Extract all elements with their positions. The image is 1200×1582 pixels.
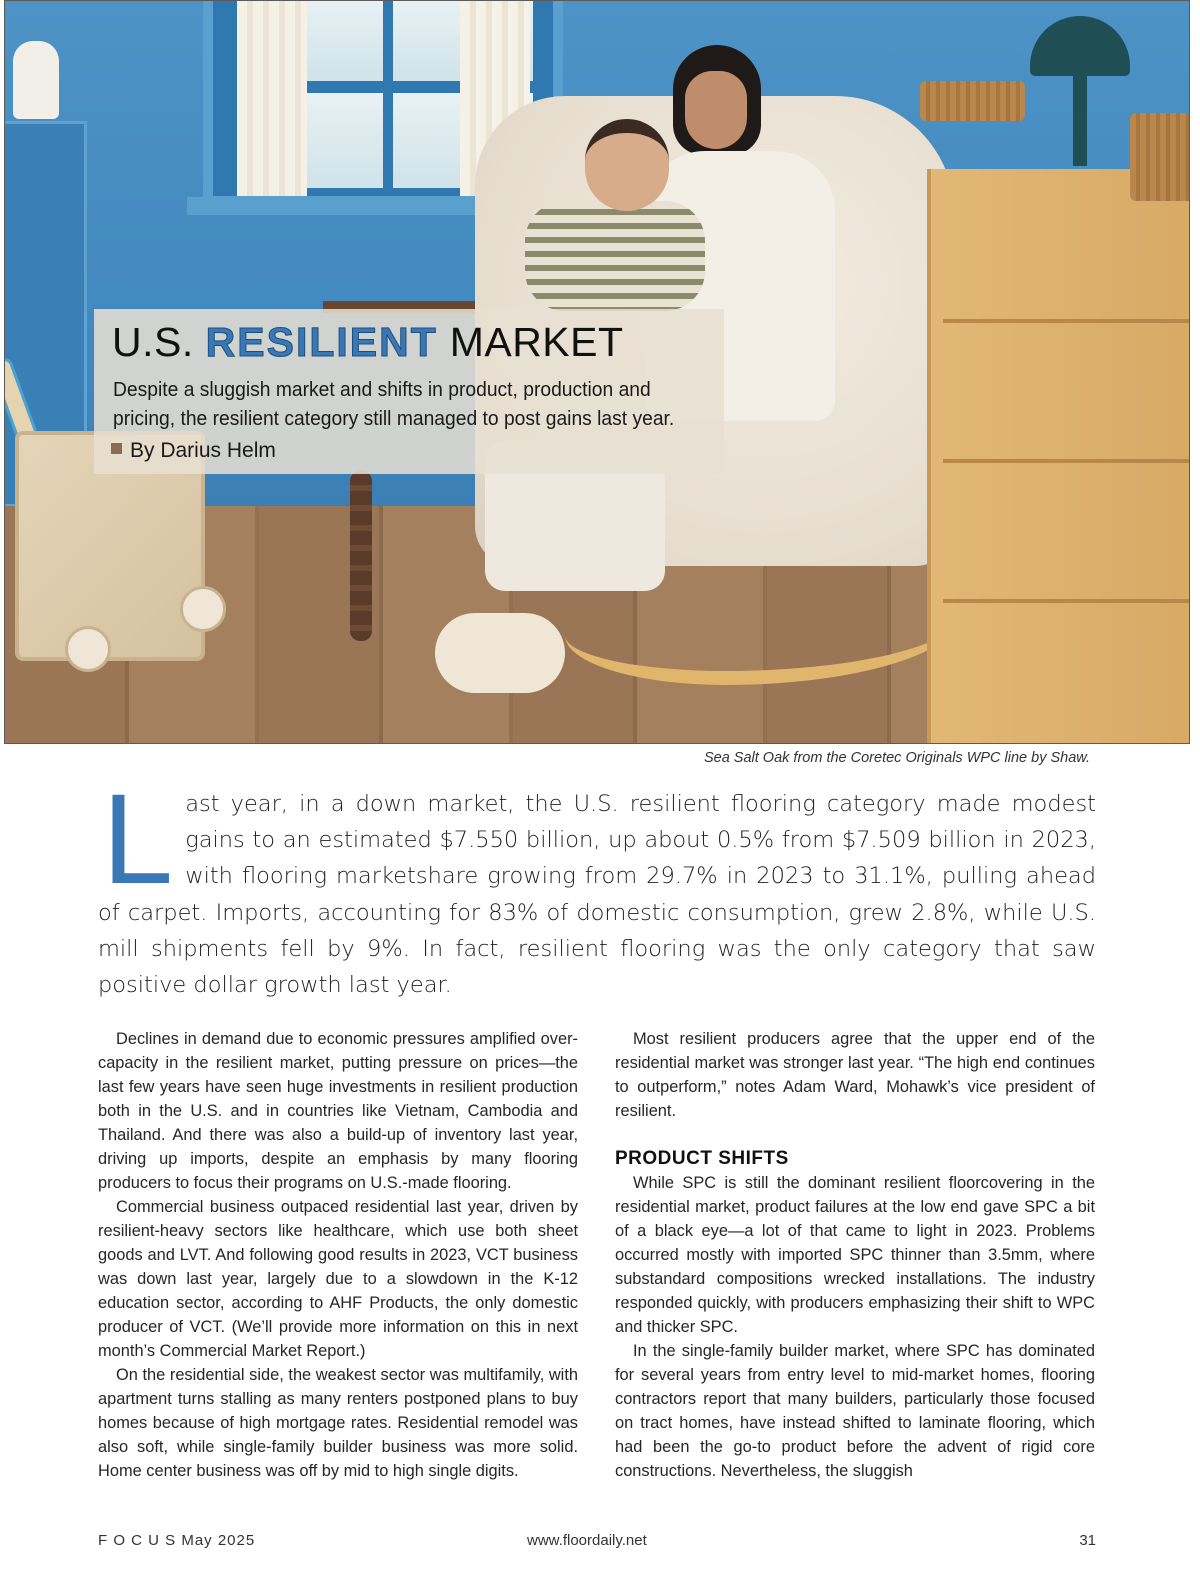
page-number: 31	[1079, 1532, 1096, 1549]
basket	[920, 81, 1025, 121]
footer-publication: F O C U S May 2025	[98, 1532, 256, 1549]
body-paragraph: On the residential side, the weakest sector was multifamily, with apartment turns stalling as many renters postponed plans to buy homes because of high mortgage rates. Residential remodel was also soft, while single-family builder business was more solid. Home center business was off by mid to high single digits.	[98, 1366, 578, 1480]
hero-photo	[4, 0, 1190, 744]
title-prefix: U.S.	[112, 319, 194, 365]
walker-wheel	[65, 626, 111, 672]
title-suffix: MARKET	[449, 319, 624, 365]
byline-text: By Darius Helm	[130, 439, 276, 462]
curtain-left	[237, 1, 307, 196]
lede-paragraph	[98, 768, 1096, 1003]
baby-head	[585, 119, 669, 211]
toy-elephant	[13, 41, 59, 119]
body-paragraph: In the single-family builder market, where SPC has dominated for several years from entry level to mid-market homes, flooring contractors report that many builders, particularly those focused on tract homes, have instead shifted to laminate flooring, which had been the go-to product before the advent of rigid core constructions. Nevertheless, the sluggish	[615, 1342, 1095, 1480]
left-column	[98, 1027, 578, 1483]
byline	[111, 439, 276, 463]
baby	[525, 201, 705, 311]
lamp-stem	[1073, 71, 1087, 166]
title-accent: RESILIENT	[205, 319, 438, 365]
footer-website: www.floordaily.net	[527, 1532, 647, 1549]
body-paragraph: Declines in demand due to economic pressures amplified over-capacity in the resilient market, putting pressure on prices—the last few years have seen huge investments in resilient production both in the U.S. and in countries like Vietnam, Cambodia and Thailand. And there was also a build-up of inventory last year, driving up imports, despite an emphasis by many flooring producers to focus their programs on U.S.-made flooring.	[98, 1030, 578, 1192]
wooden-dresser	[927, 169, 1190, 744]
mother-face	[685, 71, 747, 149]
section-heading: PRODUCT SHIFTS	[615, 1148, 789, 1169]
body-paragraph: Commercial business outpaced residential last year, driven by resilient-heavy sectors like healthcare, which use both sheet goods and LVT. And following good results in 2023, VCT business was down last year, largely due to a slowdown in the K-12 education sector, according to AHF Products, the only domestic producer of VCT. (We’ll provide more information on this in next month’s Commercial Market Report.)	[98, 1198, 578, 1360]
drop-cap: L	[102, 768, 174, 911]
article-title	[112, 319, 624, 366]
body-paragraph: While SPC is still the dominant resilient floorcovering in the residential market, product failures at the low end gave SPC a bit of a black eye—a lot of that came to light in 2023. Problems occurred mostly with imported SPC thinner than 3.5mm, where substandard compositions wrecked installations. The industry responded quickly, with producers emphasizing their shift to WPC and thicker SPC.	[615, 1174, 1095, 1336]
walker-wheel	[180, 586, 226, 632]
lede-text: ast year, in a down market, the U.S. resilient flooring category made modest gains to an estimated $7.550 billion, up about 0.5% from $7.509 billion in 2023, with flooring marketshare growing from 29.7% in 2023 to 31.1%, pulling ahead of carpet. Imports, accounting for 83% of domestic consumption, grew 2.8%, while U.S. mill shipments fell by 9%. In fact, resilient flooring was the only category that saw positive dollar growth last year.	[98, 791, 1096, 999]
table-leg	[350, 471, 372, 641]
body-paragraph: Most resilient producers agree that the upper end of the residential market was stronger last year. “The high end continues to outperform,” notes Adam Ward, Mohawk’s vice president of resilient.	[615, 1030, 1095, 1120]
lamp-shade	[1030, 16, 1130, 76]
slippers	[435, 613, 565, 693]
photo-caption: Sea Salt Oak from the Coretec Originals WPC line by Shaw.	[703, 750, 1090, 766]
title-overlay	[94, 309, 724, 474]
byline-square-icon	[111, 443, 122, 454]
basket	[1130, 113, 1190, 201]
right-column	[615, 1027, 1095, 1483]
article-subtitle: Despite a sluggish market and shifts in product, production and pricing, the resilient category still managed to post gains last year.	[113, 378, 675, 430]
